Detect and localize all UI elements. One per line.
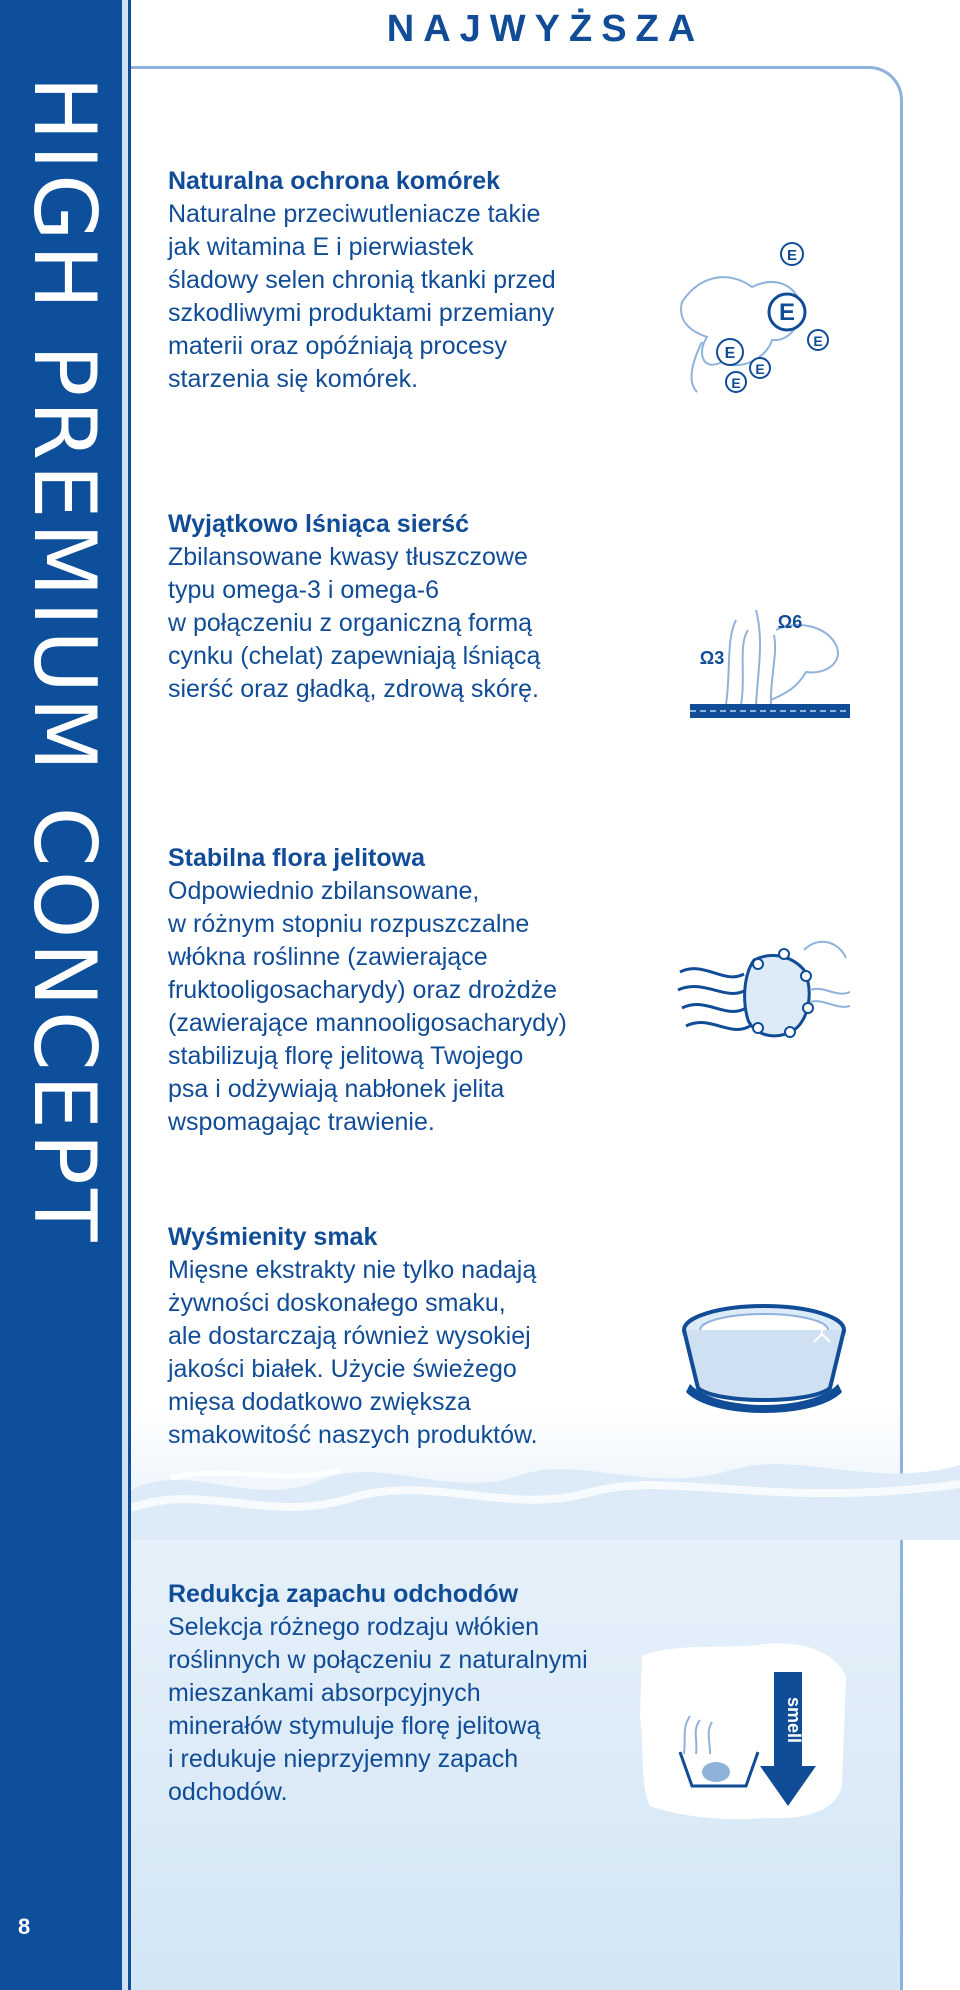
section-line: psa i odżywiają nabłonek jelita: [168, 1075, 505, 1103]
section-line: starzenia się komórek.: [168, 365, 419, 393]
section-line: żywności doskonałego smaku,: [168, 1289, 506, 1317]
section-line: stabilizują florę jelitową Twojego: [168, 1042, 524, 1070]
vitamin-label: E: [778, 299, 796, 326]
section-line: typu omega-3 i omega-6: [168, 576, 439, 604]
section-title: Wyjątkowo lśniąca sierść: [168, 510, 470, 538]
section-line: jak witamina E i pierwiastek: [168, 233, 474, 261]
section-line: w różnym stopniu rozpuszczalne: [168, 910, 530, 938]
intestinal-flora-icon: [674, 930, 854, 1060]
section-title: Wyśmienity smak: [168, 1223, 378, 1251]
section-line: Odpowiednio zbilansowane,: [168, 877, 480, 905]
section-title: Stabilna flora jelitowa: [168, 844, 425, 872]
section-line: śladowy selen chronią tkanki przed: [168, 266, 556, 294]
omega3-label: Ω3: [699, 648, 725, 668]
section-line: wspomagając trawienie.: [168, 1108, 435, 1136]
section-line: w połączeniu z organiczną formą: [168, 609, 533, 637]
section-line: Naturalne przeciwutleniacze takie: [168, 200, 541, 228]
smell-label: smell: [784, 1696, 804, 1744]
section-line: szkodliwymi produktami przemiany: [168, 299, 555, 327]
vitamin-label: E: [755, 361, 765, 377]
vitamin-label: E: [724, 345, 736, 362]
section-line: materii oraz opóźniają procesy: [168, 332, 508, 360]
page-number: 8: [18, 1914, 31, 1939]
food-bowl-icon: [676, 1300, 852, 1420]
vitamin-label: E: [786, 247, 798, 264]
section-line: Selekcja różnego rodzaju włókien: [168, 1613, 540, 1641]
section-line: jakości białek. Użycie świeżego: [168, 1355, 517, 1383]
section-line: fruktooligosacharydy) oraz drożdże: [168, 976, 558, 1004]
section-taste: [168, 1221, 648, 1452]
section-shiny-coat: [168, 508, 648, 706]
section-line: mięsa dodatkowo zwiększa: [168, 1388, 471, 1416]
section-line: i redukuje nieprzyjemny zapach: [168, 1745, 519, 1773]
section-title: Naturalna ochrona komórek: [168, 167, 501, 195]
section-line: cynku (chelat) zapewniają lśniącą: [168, 642, 541, 670]
section-line: smakowitość naszych produktów.: [168, 1421, 538, 1449]
section-cell-protection: [168, 165, 648, 396]
dog-vitamin-e-icon: [672, 232, 840, 402]
section-line: włókna roślinne (zawierające: [168, 943, 488, 971]
section-line: (zawierające mannooligosacharydy): [168, 1009, 567, 1037]
vitamin-label: E: [813, 333, 823, 349]
section-line: Zbilansowane kwasy tłuszczowe: [168, 543, 528, 571]
omega-coat-icon: [686, 600, 854, 730]
page-heading: NAJWYŻSZA: [386, 8, 705, 50]
section-line: sierść oraz gładką, zdrową skórę.: [168, 675, 539, 703]
section-intestinal-flora: [168, 842, 648, 1139]
vitamin-label: E: [731, 375, 741, 391]
section-line: mieszankami absorpcyjnych: [168, 1679, 481, 1707]
vertical-title: HIGH PREMIUM CONCEPT: [14, 76, 114, 1246]
section-line: odchodów.: [168, 1778, 288, 1806]
smell-reduction-icon: [636, 1636, 852, 1826]
section-line: ale dostarczają również wysokiej: [168, 1322, 531, 1350]
section-line: roślinnych w połączeniu z naturalnymi: [168, 1646, 588, 1674]
section-title: Redukcja zapachu odchodów: [168, 1580, 519, 1608]
omega6-label: Ω6: [777, 612, 803, 632]
section-line: Mięsne ekstrakty nie tylko nadają: [168, 1256, 537, 1284]
section-odor-reduction: [168, 1578, 668, 1809]
section-line: minerałów stymuluje florę jelitową: [168, 1712, 541, 1740]
